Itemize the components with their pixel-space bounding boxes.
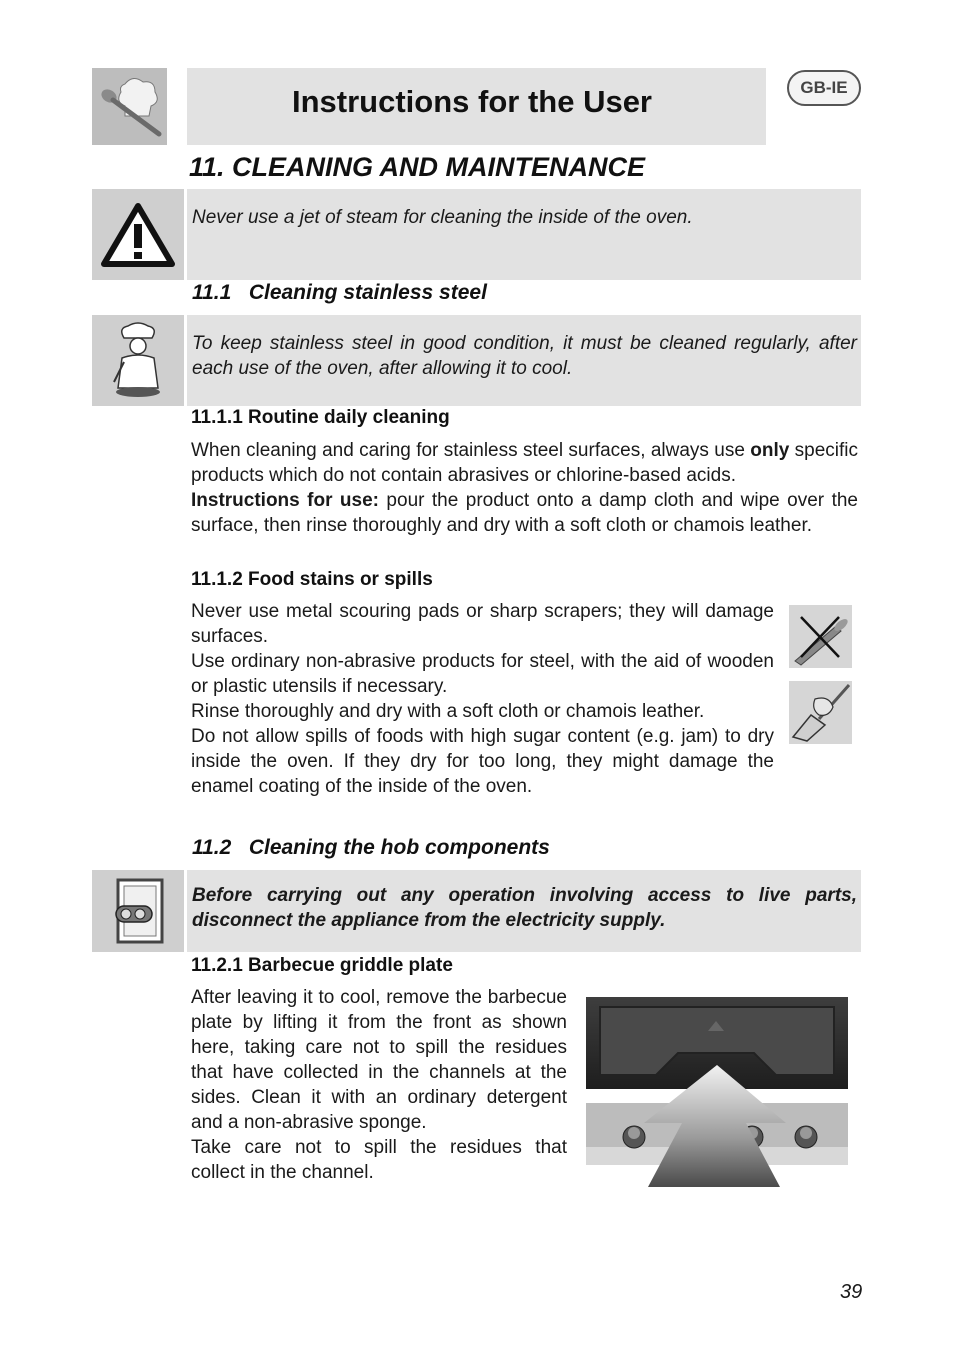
subsection-title-11-2: 11.2 Cleaning the hob components (192, 836, 550, 859)
griddle-text (191, 985, 567, 1185)
language-badge: GB-IE (787, 70, 861, 106)
warning-panel (187, 189, 861, 280)
page-title: Instructions for the User (292, 84, 652, 119)
power-plug-icon (92, 870, 184, 952)
text-span: pour the product onto a damp cloth and wipe over the surface, then rinse thoroughly and dry with a soft cloth or chamois leather. (191, 490, 858, 536)
subsection-title-11-1-2: 11.1.2 Food stains or spills (191, 569, 433, 590)
griddle-paragraph-1: After leaving it to cool, remove the barbecue plate by lifting it from the front as shown here, taking care not to spill the residues that have collected in the channels at the sides. Clean it with an ordinary detergent and a non-abrasive sponge. (191, 987, 567, 1133)
stainless-note: To keep stainless steel in good condition, it must be cleaned regularly, after each use of the oven, after allowing it to cool. (192, 333, 857, 379)
stainless-note-panel (187, 315, 861, 406)
emphasis: Instructions for use: (191, 490, 379, 511)
emphasis: only (750, 440, 790, 461)
warning-text: Never use a jet of steam for cleaning the inside of the oven. (192, 207, 693, 228)
routine-paragraph-1 (191, 438, 858, 488)
warning-triangle-icon (92, 189, 184, 280)
griddle-lift-photo (586, 997, 848, 1187)
section-title: 11. CLEANING AND MAINTENANCE (189, 152, 646, 182)
text-span: specific products which do not contain abrasives or chlorine-based acids. (191, 440, 858, 486)
subsection-title-11-2-1: 11.2.1 Barbecue griddle plate (191, 955, 453, 976)
wooden-spatula-icon (789, 681, 852, 744)
routine-paragraph-2 (191, 488, 858, 538)
chef-spoon-icon (92, 68, 167, 145)
header-bar (187, 68, 766, 145)
text-span: When cleaning and caring for stainless steel surfaces, always use (191, 440, 751, 461)
stains-line: Rinse thoroughly and dry with a soft cloth or chamois leather. (191, 701, 705, 722)
electricity-warning-text: Before carrying out any operation involving access to live parts, disconnect the appliance from the electricity supply. (192, 885, 857, 931)
routine-cleaning-text (191, 438, 858, 538)
subsection-title-11-1-1: 11.1.1 Routine daily cleaning (191, 407, 450, 428)
electricity-warning-panel (187, 870, 861, 952)
stains-line: Never use metal scouring pads or sharp scrapers; they will damage surfaces. (191, 601, 774, 647)
food-stains-text (191, 599, 774, 799)
griddle-paragraph-2: Take care not to spill the residues that collect in the channel. (191, 1137, 567, 1183)
chef-icon (92, 315, 184, 406)
stains-line: Do not allow spills of foods with high sugar content (e.g. jam) to dry inside the oven. If they dry for too long, they might damage the enamel coating of the inside of the oven. (191, 726, 774, 797)
page-number: 39 (840, 1281, 863, 1303)
subsection-title-11-1: 11.1 Cleaning stainless steel (192, 281, 487, 304)
no-scraper-icon (789, 605, 852, 668)
stains-line: Use ordinary non-abrasive products for steel, with the aid of wooden or plastic utensils if necessary. (191, 651, 774, 697)
